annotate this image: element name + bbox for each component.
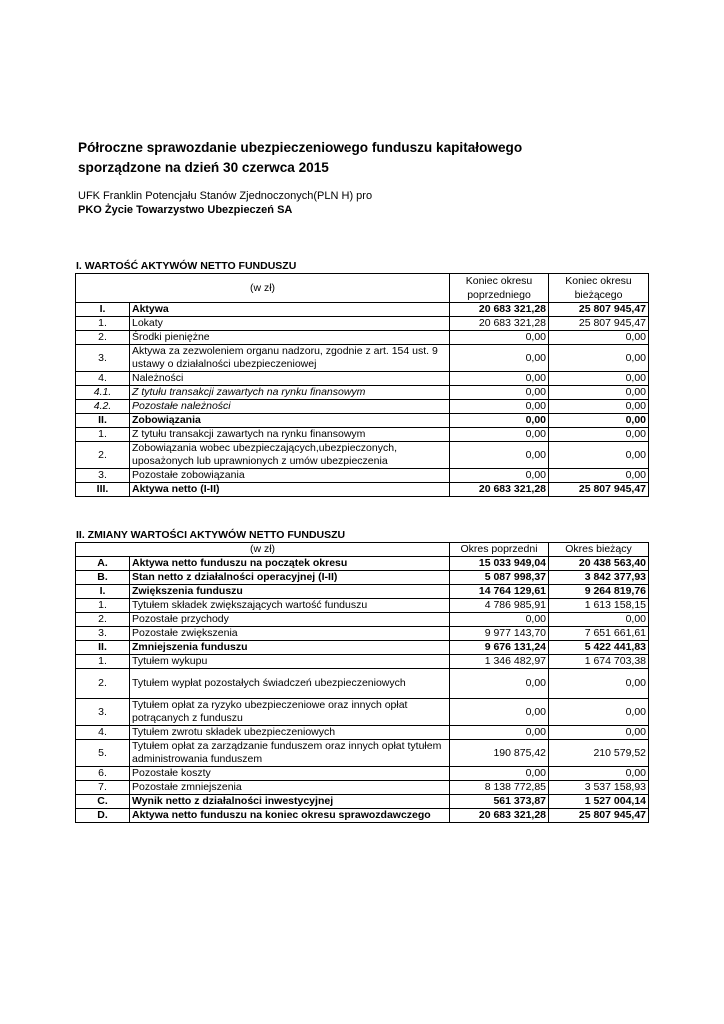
row-number: C.: [76, 795, 130, 809]
col-prev-header: Okres poprzedni: [450, 543, 549, 557]
row-curr-value: 25 807 945,47: [549, 483, 649, 497]
row-label: Pozostałe zmniejszenia: [130, 781, 450, 795]
table-row: [76, 767, 649, 781]
row-label: Tytułem opłat za ryzyko ubezpieczeniowe oraz innych opłat potrącanych z funduszu: [130, 699, 450, 726]
report-title-line1: Półroczne sprawozdanie ubezpieczeniowego funduszu kapitałowego: [78, 140, 523, 155]
report-title-line2: sporządzone na dzień 30 czerwca 2015: [78, 160, 329, 175]
row-label: Aktywa netto funduszu na początek okresu: [130, 557, 450, 571]
row-curr-value: 1 527 004,14: [549, 795, 649, 809]
row-prev-value: 0,00: [450, 400, 549, 414]
row-prev-value: 561 373,87: [450, 795, 549, 809]
table-row: [76, 585, 649, 599]
row-prev-value: 4 786 985,91: [450, 599, 549, 613]
table-row: [76, 669, 649, 699]
row-number: 3.: [76, 345, 130, 372]
row-curr-value: 210 579,52: [549, 740, 649, 767]
row-number: 7.: [76, 781, 130, 795]
col-curr-header: Koniec okresu bieżącego: [549, 274, 649, 303]
unit-label: (w zł): [76, 543, 450, 557]
row-number: 1.: [76, 599, 130, 613]
row-prev-value: 0,00: [450, 428, 549, 442]
row-prev-value: 0,00: [450, 414, 549, 428]
row-curr-value: 9 264 819,76: [549, 585, 649, 599]
row-prev-value: 20 683 321,28: [450, 483, 549, 497]
row-label: Aktywa za zezwoleniem organu nadzoru, zgodnie z art. 154 ust. 9 ustawy o działalności ubezpieczeniowej: [130, 345, 450, 372]
row-prev-value: 14 764 129,61: [450, 585, 549, 599]
net-assets-changes-table: [75, 542, 649, 823]
row-number: 4.1.: [76, 386, 130, 400]
row-curr-value: 0,00: [549, 386, 649, 400]
row-curr-value: 0,00: [549, 345, 649, 372]
row-label: Pozostałe koszty: [130, 767, 450, 781]
table-row: [76, 331, 649, 345]
net-assets-table: [75, 273, 649, 497]
row-curr-value: 0,00: [549, 767, 649, 781]
row-curr-value: 0,00: [549, 469, 649, 483]
row-label: Pozostałe należności: [130, 400, 450, 414]
row-prev-value: 20 683 321,28: [450, 317, 549, 331]
table-row: [76, 809, 649, 823]
row-number: 2.: [76, 613, 130, 627]
row-curr-value: 1 613 158,15: [549, 599, 649, 613]
table-header-row: [76, 543, 649, 557]
table-row: [76, 428, 649, 442]
table-header-row: [76, 274, 649, 303]
table-row: [76, 442, 649, 469]
row-label: Tytułem opłat za zarządzanie funduszem oraz innych opłat tytułem administrowania funduszem: [130, 740, 450, 767]
row-prev-value: 0,00: [450, 469, 549, 483]
row-label: Zobowiązania: [130, 414, 450, 428]
col-curr-header: Okres bieżący: [549, 543, 649, 557]
row-number: 2.: [76, 669, 130, 699]
table-row: [76, 655, 649, 669]
row-number: 4.: [76, 372, 130, 386]
row-curr-value: 3 537 158,93: [549, 781, 649, 795]
row-label: Zobowiązania wobec ubezpieczających,ubezpieczonych, uposażonych lub uprawnionych z umów ubezpieczenia: [130, 442, 450, 469]
row-curr-value: 0,00: [549, 699, 649, 726]
table-row: [76, 613, 649, 627]
row-label: Z tytułu transakcji zawartych na rynku finansowym: [130, 386, 450, 400]
row-label: Wynik netto z działalności inwestycyjnej: [130, 795, 450, 809]
row-label: Aktywa: [130, 303, 450, 317]
row-curr-value: 0,00: [549, 414, 649, 428]
row-number: 6.: [76, 767, 130, 781]
row-label: Tytułem zwrotu składek ubezpieczeniowych: [130, 726, 450, 740]
row-number: D.: [76, 809, 130, 823]
row-label: Należności: [130, 372, 450, 386]
row-label: Zwiększenia funduszu: [130, 585, 450, 599]
table-row: [76, 699, 649, 726]
row-curr-value: 3 842 377,93: [549, 571, 649, 585]
row-prev-value: 5 087 998,37: [450, 571, 549, 585]
table-row: [76, 571, 649, 585]
row-label: Stan netto z działalności operacyjnej (I-II): [130, 571, 450, 585]
row-number: 1.: [76, 317, 130, 331]
row-number: 2.: [76, 331, 130, 345]
row-prev-value: 0,00: [450, 767, 549, 781]
row-curr-value: 0,00: [549, 400, 649, 414]
table-row: [76, 599, 649, 613]
company-name: PKO Życie Towarzystwo Ubezpieczeń SA: [78, 204, 293, 216]
row-curr-value: 0,00: [549, 669, 649, 699]
row-number: 3.: [76, 699, 130, 726]
row-prev-value: 0,00: [450, 726, 549, 740]
row-prev-value: 0,00: [450, 331, 549, 345]
table-row: [76, 627, 649, 641]
row-prev-value: 15 033 949,04: [450, 557, 549, 571]
row-curr-value: 0,00: [549, 428, 649, 442]
row-curr-value: 25 807 945,47: [549, 809, 649, 823]
row-label: Pozostałe przychody: [130, 613, 450, 627]
table-row: [76, 781, 649, 795]
row-number: 4.: [76, 726, 130, 740]
table-row: [76, 641, 649, 655]
col-prev-header: Koniec okresu poprzedniego: [450, 274, 549, 303]
row-number: 2.: [76, 442, 130, 469]
row-number: I.: [76, 303, 130, 317]
table-row: [76, 303, 649, 317]
row-curr-value: 0,00: [549, 726, 649, 740]
row-prev-value: 0,00: [450, 699, 549, 726]
row-prev-value: 9 977 143,70: [450, 627, 549, 641]
row-label: Środki pieniężne: [130, 331, 450, 345]
row-curr-value: 7 651 661,61: [549, 627, 649, 641]
row-prev-value: 0,00: [450, 613, 549, 627]
row-number: II.: [76, 641, 130, 655]
table-row: [76, 317, 649, 331]
row-label: Pozostałe zwiększenia: [130, 627, 450, 641]
row-prev-value: 0,00: [450, 386, 549, 400]
row-number: 4.2.: [76, 400, 130, 414]
section2-title: II. ZMIANY WARTOŚCI AKTYWÓW NETTO FUNDUSZU: [76, 529, 346, 541]
row-number: 1.: [76, 428, 130, 442]
row-curr-value: 20 438 563,40: [549, 557, 649, 571]
row-label: Zmniejszenia funduszu: [130, 641, 450, 655]
row-prev-value: 0,00: [450, 345, 549, 372]
row-number: 5.: [76, 740, 130, 767]
table-row: [76, 795, 649, 809]
row-prev-value: 8 138 772,85: [450, 781, 549, 795]
row-curr-value: 0,00: [549, 613, 649, 627]
row-curr-value: 25 807 945,47: [549, 303, 649, 317]
row-curr-value: 0,00: [549, 372, 649, 386]
table-row: [76, 372, 649, 386]
row-label: Lokaty: [130, 317, 450, 331]
row-curr-value: 5 422 441,83: [549, 641, 649, 655]
row-prev-value: 0,00: [450, 442, 549, 469]
row-label: Z tytułu transakcji zawartych na rynku finansowym: [130, 428, 450, 442]
report-title: [78, 138, 638, 178]
table-row: [76, 345, 649, 372]
row-number: 3.: [76, 469, 130, 483]
row-label: Tytułem wykupu: [130, 655, 450, 669]
row-label: Pozostałe zobowiązania: [130, 469, 450, 483]
row-number: II.: [76, 414, 130, 428]
table-row: [76, 400, 649, 414]
table-row: [76, 726, 649, 740]
table-row: [76, 740, 649, 767]
row-prev-value: 0,00: [450, 372, 549, 386]
row-prev-value: 9 676 131,24: [450, 641, 549, 655]
row-number: 1.: [76, 655, 130, 669]
table-row: [76, 483, 649, 497]
row-prev-value: 190 875,42: [450, 740, 549, 767]
row-number: A.: [76, 557, 130, 571]
row-label: Aktywa netto funduszu na koniec okresu sprawozdawczego: [130, 809, 450, 823]
unit-label: (w zł): [76, 274, 450, 303]
table-row: [76, 386, 649, 400]
row-prev-value: 20 683 321,28: [450, 809, 549, 823]
section1-title: I. WARTOŚĆ AKTYWÓW NETTO FUNDUSZU: [76, 260, 297, 272]
row-curr-value: 0,00: [549, 442, 649, 469]
table-row: [76, 469, 649, 483]
fund-name: UFK Franklin Potencjału Stanów Zjednoczonych(PLN H) pro: [78, 190, 373, 202]
row-curr-value: 25 807 945,47: [549, 317, 649, 331]
row-prev-value: 1 346 482,97: [450, 655, 549, 669]
row-number: B.: [76, 571, 130, 585]
row-prev-value: 20 683 321,28: [450, 303, 549, 317]
row-number: I.: [76, 585, 130, 599]
table-row: [76, 414, 649, 428]
row-number: 3.: [76, 627, 130, 641]
row-prev-value: 0,00: [450, 669, 549, 699]
row-curr-value: 0,00: [549, 331, 649, 345]
row-label: Tytułem wypłat pozostałych świadczeń ubezpieczeniowych: [130, 669, 450, 699]
row-number: III.: [76, 483, 130, 497]
row-label: Aktywa netto (I-II): [130, 483, 450, 497]
row-label: Tytułem składek zwiększających wartość funduszu: [130, 599, 450, 613]
table-row: [76, 557, 649, 571]
row-curr-value: 1 674 703,38: [549, 655, 649, 669]
